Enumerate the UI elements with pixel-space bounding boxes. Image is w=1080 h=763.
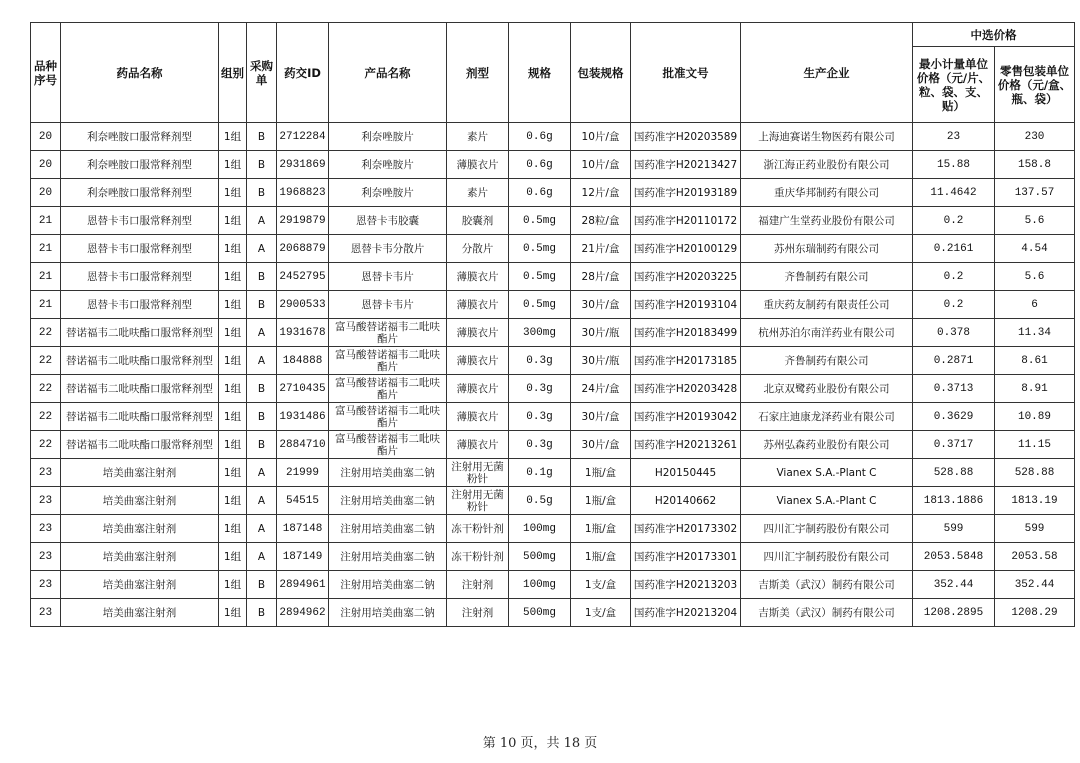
package-cell: 10片/盒 xyxy=(571,123,631,151)
group-cell: 1组 xyxy=(219,487,247,515)
unit-price-cell: 0.2 xyxy=(913,263,995,291)
table-row xyxy=(31,263,1075,291)
dosage-form-cell: 素片 xyxy=(447,123,509,151)
pack-price-cell: 6 xyxy=(995,291,1075,319)
approval-cell: 国药准字H20100129 xyxy=(631,235,741,263)
dosage-form-cell: 薄膜衣片 xyxy=(447,291,509,319)
drug-id-cell: 2894962 xyxy=(277,599,329,627)
pack-price-cell: 8.61 xyxy=(995,347,1075,375)
unit-price-cell: 0.2 xyxy=(913,207,995,235)
group-cell: 1组 xyxy=(219,347,247,375)
drug-id-cell: 2919879 xyxy=(277,207,329,235)
spec-cell: 0.6g xyxy=(509,123,571,151)
pack-price-cell: 230 xyxy=(995,123,1075,151)
purchase-cell: B xyxy=(247,375,277,403)
spec-cell: 300mg xyxy=(509,319,571,347)
group-cell: 1组 xyxy=(219,403,247,431)
table-row xyxy=(31,179,1075,207)
manufacturer-cell: 石家庄迪康龙泽药业有限公司 xyxy=(741,403,913,431)
package-cell: 10片/盒 xyxy=(571,151,631,179)
purchase-cell: B xyxy=(247,291,277,319)
package-cell: 30片/瓶 xyxy=(571,319,631,347)
pack-price-cell: 10.89 xyxy=(995,403,1075,431)
approval-cell: 国药准字H20173302 xyxy=(631,515,741,543)
unit-price-cell: 0.3629 xyxy=(913,403,995,431)
unit-price-cell: 0.2161 xyxy=(913,235,995,263)
product-name-cell: 注射用培美曲塞二钠 xyxy=(329,571,447,599)
dosage-form-cell: 胶囊剂 xyxy=(447,207,509,235)
dosage-form-cell: 冻干粉针剂 xyxy=(447,515,509,543)
purchase-cell: A xyxy=(247,319,277,347)
unit-price-cell: 2053.5848 xyxy=(913,543,995,571)
drug-name-cell: 利奈唑胺口服常释剂型 xyxy=(61,151,219,179)
seq-cell: 20 xyxy=(31,123,61,151)
package-cell: 1支/盒 xyxy=(571,599,631,627)
unit-price-cell: 0.3717 xyxy=(913,431,995,459)
purchase-cell: B xyxy=(247,123,277,151)
drug-id-cell: 1931486 xyxy=(277,403,329,431)
drug-name-cell: 培美曲塞注射剂 xyxy=(61,515,219,543)
table-row xyxy=(31,543,1075,571)
drug-id-cell: 1968823 xyxy=(277,179,329,207)
product-name-cell: 恩替卡韦分散片 xyxy=(329,235,447,263)
purchase-cell: A xyxy=(247,235,277,263)
drug-id-cell: 1931678 xyxy=(277,319,329,347)
pack-price-cell: 1813.19 xyxy=(995,487,1075,515)
package-cell: 1瓶/盒 xyxy=(571,543,631,571)
manufacturer-cell: Vianex S.A.-Plant C xyxy=(741,459,913,487)
pack-price-cell: 599 xyxy=(995,515,1075,543)
pack-price-cell: 4.54 xyxy=(995,235,1075,263)
drug-id-cell: 2712284 xyxy=(277,123,329,151)
spec-cell: 0.3g xyxy=(509,375,571,403)
seq-cell: 20 xyxy=(31,179,61,207)
seq-cell: 22 xyxy=(31,319,61,347)
package-cell: 21片/盒 xyxy=(571,235,631,263)
group-cell: 1组 xyxy=(219,123,247,151)
approval-cell: 国药准字H20193042 xyxy=(631,403,741,431)
dosage-form-cell: 素片 xyxy=(447,179,509,207)
header-package: 包装规格 xyxy=(571,23,631,123)
approval-cell: 国药准字H20110172 xyxy=(631,207,741,235)
spec-cell: 0.3g xyxy=(509,431,571,459)
seq-cell: 21 xyxy=(31,207,61,235)
drug-name-cell: 培美曲塞注射剂 xyxy=(61,571,219,599)
table-row xyxy=(31,319,1075,347)
table-row xyxy=(31,431,1075,459)
header-approval: 批准文号 xyxy=(631,23,741,123)
group-cell: 1组 xyxy=(219,571,247,599)
pack-price-cell: 8.91 xyxy=(995,375,1075,403)
drug-name-cell: 替诺福韦二吡呋酯口服常释剂型 xyxy=(61,319,219,347)
unit-price-cell: 0.378 xyxy=(913,319,995,347)
dosage-form-cell: 薄膜衣片 xyxy=(447,151,509,179)
seq-cell: 23 xyxy=(31,599,61,627)
purchase-cell: B xyxy=(247,599,277,627)
drug-id-cell: 184888 xyxy=(277,347,329,375)
table-row xyxy=(31,571,1075,599)
table-row xyxy=(31,123,1075,151)
group-cell: 1组 xyxy=(219,459,247,487)
manufacturer-cell: 苏州弘森药业股份有限公司 xyxy=(741,431,913,459)
purchase-cell: A xyxy=(247,459,277,487)
seq-cell: 23 xyxy=(31,543,61,571)
drug-id-cell: 187148 xyxy=(277,515,329,543)
purchase-cell: A xyxy=(247,515,277,543)
product-name-cell: 注射用培美曲塞二钠 xyxy=(329,515,447,543)
group-cell: 1组 xyxy=(219,543,247,571)
drug-id-cell: 2710435 xyxy=(277,375,329,403)
package-cell: 30片/盒 xyxy=(571,403,631,431)
product-name-cell: 利奈唑胺片 xyxy=(329,123,447,151)
seq-cell: 23 xyxy=(31,487,61,515)
unit-price-cell: 15.88 xyxy=(913,151,995,179)
drug-name-cell: 利奈唑胺口服常释剂型 xyxy=(61,123,219,151)
table-row xyxy=(31,403,1075,431)
purchase-cell: B xyxy=(247,151,277,179)
drug-name-cell: 替诺福韦二吡呋酯口服常释剂型 xyxy=(61,347,219,375)
dosage-form-cell: 分散片 xyxy=(447,235,509,263)
pack-price-cell: 528.88 xyxy=(995,459,1075,487)
manufacturer-cell: 齐鲁制药有限公司 xyxy=(741,347,913,375)
pack-price-cell: 1208.29 xyxy=(995,599,1075,627)
header-unit-price: 最小计量单位价格（元/片、粒、袋、支、贴） xyxy=(913,47,995,123)
manufacturer-cell: 吉斯美（武汉）制药有限公司 xyxy=(741,571,913,599)
table-body xyxy=(31,123,1075,627)
drug-name-cell: 培美曲塞注射剂 xyxy=(61,487,219,515)
spec-cell: 0.5mg xyxy=(509,263,571,291)
pack-price-cell: 352.44 xyxy=(995,571,1075,599)
approval-cell: 国药准字H20173301 xyxy=(631,543,741,571)
spec-cell: 0.6g xyxy=(509,151,571,179)
dosage-form-cell: 薄膜衣片 xyxy=(447,263,509,291)
unit-price-cell: 23 xyxy=(913,123,995,151)
product-name-cell: 富马酸替诺福韦二吡呋酯片 xyxy=(329,347,447,375)
header-product-name: 产品名称 xyxy=(329,23,447,123)
table-row xyxy=(31,235,1075,263)
purchase-cell: B xyxy=(247,263,277,291)
product-name-cell: 恩替卡韦片 xyxy=(329,291,447,319)
unit-price-cell: 352.44 xyxy=(913,571,995,599)
approval-cell: 国药准字H20203428 xyxy=(631,375,741,403)
unit-price-cell: 599 xyxy=(913,515,995,543)
product-name-cell: 注射用培美曲塞二钠 xyxy=(329,459,447,487)
approval-cell: 国药准字H20193189 xyxy=(631,179,741,207)
header-manufacturer: 生产企业 xyxy=(741,23,913,123)
product-name-cell: 利奈唑胺片 xyxy=(329,179,447,207)
drug-name-cell: 替诺福韦二吡呋酯口服常释剂型 xyxy=(61,375,219,403)
header-group: 组别 xyxy=(219,23,247,123)
approval-cell: 国药准字H20213427 xyxy=(631,151,741,179)
spec-cell: 100mg xyxy=(509,515,571,543)
unit-price-cell: 0.2 xyxy=(913,291,995,319)
approval-cell: 国药准字H20213261 xyxy=(631,431,741,459)
product-name-cell: 注射用培美曲塞二钠 xyxy=(329,599,447,627)
group-cell: 1组 xyxy=(219,319,247,347)
drug-name-cell: 恩替卡韦口服常释剂型 xyxy=(61,263,219,291)
seq-cell: 22 xyxy=(31,431,61,459)
unit-price-cell: 0.2871 xyxy=(913,347,995,375)
manufacturer-cell: 齐鲁制药有限公司 xyxy=(741,263,913,291)
pack-price-cell: 5.6 xyxy=(995,263,1075,291)
manufacturer-cell: 吉斯美（武汉）制药有限公司 xyxy=(741,599,913,627)
product-name-cell: 富马酸替诺福韦二吡呋酯片 xyxy=(329,431,447,459)
drug-id-cell: 2900533 xyxy=(277,291,329,319)
seq-cell: 23 xyxy=(31,459,61,487)
manufacturer-cell: 重庆药友制药有限责任公司 xyxy=(741,291,913,319)
package-cell: 12片/盒 xyxy=(571,179,631,207)
dosage-form-cell: 注射剂 xyxy=(447,571,509,599)
drug-id-cell: 2894961 xyxy=(277,571,329,599)
pack-price-cell: 158.8 xyxy=(995,151,1075,179)
drug-id-cell: 187149 xyxy=(277,543,329,571)
dosage-form-cell: 薄膜衣片 xyxy=(447,431,509,459)
purchase-cell: A xyxy=(247,487,277,515)
table-row xyxy=(31,375,1075,403)
seq-cell: 21 xyxy=(31,263,61,291)
spec-cell: 0.5mg xyxy=(509,235,571,263)
manufacturer-cell: 上海迪赛诺生物医药有限公司 xyxy=(741,123,913,151)
package-cell: 1支/盒 xyxy=(571,571,631,599)
group-cell: 1组 xyxy=(219,263,247,291)
table-row xyxy=(31,347,1075,375)
manufacturer-cell: 四川汇宇制药股份有限公司 xyxy=(741,515,913,543)
product-name-cell: 富马酸替诺福韦二吡呋酯片 xyxy=(329,403,447,431)
manufacturer-cell: 四川汇宇制药股份有限公司 xyxy=(741,543,913,571)
purchase-cell: B xyxy=(247,431,277,459)
purchase-cell: A xyxy=(247,543,277,571)
approval-cell: 国药准字H20193104 xyxy=(631,291,741,319)
group-cell: 1组 xyxy=(219,599,247,627)
header-drug-id: 药交ID xyxy=(277,23,329,123)
unit-price-cell: 1208.2895 xyxy=(913,599,995,627)
seq-cell: 23 xyxy=(31,571,61,599)
seq-cell: 22 xyxy=(31,403,61,431)
seq-cell: 23 xyxy=(31,515,61,543)
pack-price-cell: 137.57 xyxy=(995,179,1075,207)
group-cell: 1组 xyxy=(219,515,247,543)
header-pack-price: 零售包装单位价格（元/盒、瓶、袋） xyxy=(995,47,1075,123)
package-cell: 30片/瓶 xyxy=(571,347,631,375)
drug-id-cell: 2931869 xyxy=(277,151,329,179)
table-row xyxy=(31,459,1075,487)
drug-id-cell: 2884710 xyxy=(277,431,329,459)
product-name-cell: 注射用培美曲塞二钠 xyxy=(329,543,447,571)
manufacturer-cell: 浙江海正药业股份有限公司 xyxy=(741,151,913,179)
drug-name-cell: 恩替卡韦口服常释剂型 xyxy=(61,291,219,319)
approval-cell: H20140662 xyxy=(631,487,741,515)
product-name-cell: 恩替卡韦胶囊 xyxy=(329,207,447,235)
package-cell: 28片/盒 xyxy=(571,263,631,291)
spec-cell: 500mg xyxy=(509,543,571,571)
header-purchase: 采购单 xyxy=(247,23,277,123)
package-cell: 1瓶/盒 xyxy=(571,487,631,515)
purchase-cell: A xyxy=(247,207,277,235)
drug-name-cell: 恩替卡韦口服常释剂型 xyxy=(61,207,219,235)
header-price-group: 中选价格 xyxy=(913,23,1075,47)
pack-price-cell: 11.34 xyxy=(995,319,1075,347)
header-dosage-form: 剂型 xyxy=(447,23,509,123)
package-cell: 1瓶/盒 xyxy=(571,459,631,487)
drug-name-cell: 利奈唑胺口服常释剂型 xyxy=(61,179,219,207)
unit-price-cell: 0.3713 xyxy=(913,375,995,403)
dosage-form-cell: 薄膜衣片 xyxy=(447,403,509,431)
drug-name-cell: 恩替卡韦口服常释剂型 xyxy=(61,235,219,263)
approval-cell: 国药准字H20203225 xyxy=(631,263,741,291)
dosage-form-cell: 注射用无菌粉针 xyxy=(447,459,509,487)
table-row xyxy=(31,487,1075,515)
purchase-cell: A xyxy=(247,347,277,375)
package-cell: 30片/盒 xyxy=(571,291,631,319)
header-spec: 规格 xyxy=(509,23,571,123)
unit-price-cell: 11.4642 xyxy=(913,179,995,207)
drug-price-table xyxy=(30,22,1075,627)
manufacturer-cell: 福建广生堂药业股份有限公司 xyxy=(741,207,913,235)
spec-cell: 500mg xyxy=(509,599,571,627)
group-cell: 1组 xyxy=(219,291,247,319)
manufacturer-cell: 杭州苏泊尔南洋药业有限公司 xyxy=(741,319,913,347)
spec-cell: 0.1g xyxy=(509,459,571,487)
manufacturer-cell: 北京双鹭药业股份有限公司 xyxy=(741,375,913,403)
spec-cell: 0.6g xyxy=(509,179,571,207)
spec-cell: 0.5g xyxy=(509,487,571,515)
spec-cell: 0.3g xyxy=(509,403,571,431)
spec-cell: 0.3g xyxy=(509,347,571,375)
drug-id-cell: 21999 xyxy=(277,459,329,487)
dosage-form-cell: 注射剂 xyxy=(447,599,509,627)
drug-id-cell: 54515 xyxy=(277,487,329,515)
purchase-cell: B xyxy=(247,571,277,599)
header-drug-name: 药品名称 xyxy=(61,23,219,123)
seq-cell: 21 xyxy=(31,235,61,263)
dosage-form-cell: 冻干粉针剂 xyxy=(447,543,509,571)
group-cell: 1组 xyxy=(219,179,247,207)
group-cell: 1组 xyxy=(219,151,247,179)
drug-name-cell: 培美曲塞注射剂 xyxy=(61,459,219,487)
manufacturer-cell: Vianex S.A.-Plant C xyxy=(741,487,913,515)
table-row xyxy=(31,151,1075,179)
table-row xyxy=(31,599,1075,627)
seq-cell: 21 xyxy=(31,291,61,319)
product-name-cell: 富马酸替诺福韦二吡呋酯片 xyxy=(329,319,447,347)
seq-cell: 22 xyxy=(31,375,61,403)
group-cell: 1组 xyxy=(219,431,247,459)
drug-id-cell: 2452795 xyxy=(277,263,329,291)
group-cell: 1组 xyxy=(219,207,247,235)
seq-cell: 20 xyxy=(31,151,61,179)
group-cell: 1组 xyxy=(219,375,247,403)
purchase-cell: B xyxy=(247,403,277,431)
dosage-form-cell: 薄膜衣片 xyxy=(447,319,509,347)
purchase-cell: B xyxy=(247,179,277,207)
pack-price-cell: 5.6 xyxy=(995,207,1075,235)
group-cell: 1组 xyxy=(219,235,247,263)
pack-price-cell: 2053.58 xyxy=(995,543,1075,571)
unit-price-cell: 528.88 xyxy=(913,459,995,487)
manufacturer-cell: 苏州东瑞制药有限公司 xyxy=(741,235,913,263)
table-row xyxy=(31,291,1075,319)
unit-price-cell: 1813.1886 xyxy=(913,487,995,515)
header-seq: 品种序号 xyxy=(31,23,61,123)
product-name-cell: 注射用培美曲塞二钠 xyxy=(329,487,447,515)
table-row xyxy=(31,515,1075,543)
seq-cell: 22 xyxy=(31,347,61,375)
dosage-form-cell: 注射用无菌粉针 xyxy=(447,487,509,515)
product-name-cell: 恩替卡韦片 xyxy=(329,263,447,291)
drug-id-cell: 2068879 xyxy=(277,235,329,263)
approval-cell: 国药准字H20213203 xyxy=(631,571,741,599)
pack-price-cell: 11.15 xyxy=(995,431,1075,459)
approval-cell: 国药准字H20213204 xyxy=(631,599,741,627)
drug-name-cell: 培美曲塞注射剂 xyxy=(61,543,219,571)
manufacturer-cell: 重庆华邦制药有限公司 xyxy=(741,179,913,207)
product-name-cell: 富马酸替诺福韦二吡呋酯片 xyxy=(329,375,447,403)
spec-cell: 100mg xyxy=(509,571,571,599)
approval-cell: 国药准字H20183499 xyxy=(631,319,741,347)
spec-cell: 0.5mg xyxy=(509,291,571,319)
table-row xyxy=(31,207,1075,235)
approval-cell: 国药准字H20173185 xyxy=(631,347,741,375)
spec-cell: 0.5mg xyxy=(509,207,571,235)
drug-name-cell: 培美曲塞注射剂 xyxy=(61,599,219,627)
drug-name-cell: 替诺福韦二吡呋酯口服常释剂型 xyxy=(61,431,219,459)
package-cell: 28粒/盒 xyxy=(571,207,631,235)
product-name-cell: 利奈唑胺片 xyxy=(329,151,447,179)
package-cell: 24片/盒 xyxy=(571,375,631,403)
drug-name-cell: 替诺福韦二吡呋酯口服常释剂型 xyxy=(61,403,219,431)
package-cell: 1瓶/盒 xyxy=(571,515,631,543)
dosage-form-cell: 薄膜衣片 xyxy=(447,375,509,403)
package-cell: 30片/盒 xyxy=(571,431,631,459)
dosage-form-cell: 薄膜衣片 xyxy=(447,347,509,375)
approval-cell: 国药准字H20203589 xyxy=(631,123,741,151)
page-number: 第 10 页，共 18 页 xyxy=(482,736,598,751)
approval-cell: H20150445 xyxy=(631,459,741,487)
